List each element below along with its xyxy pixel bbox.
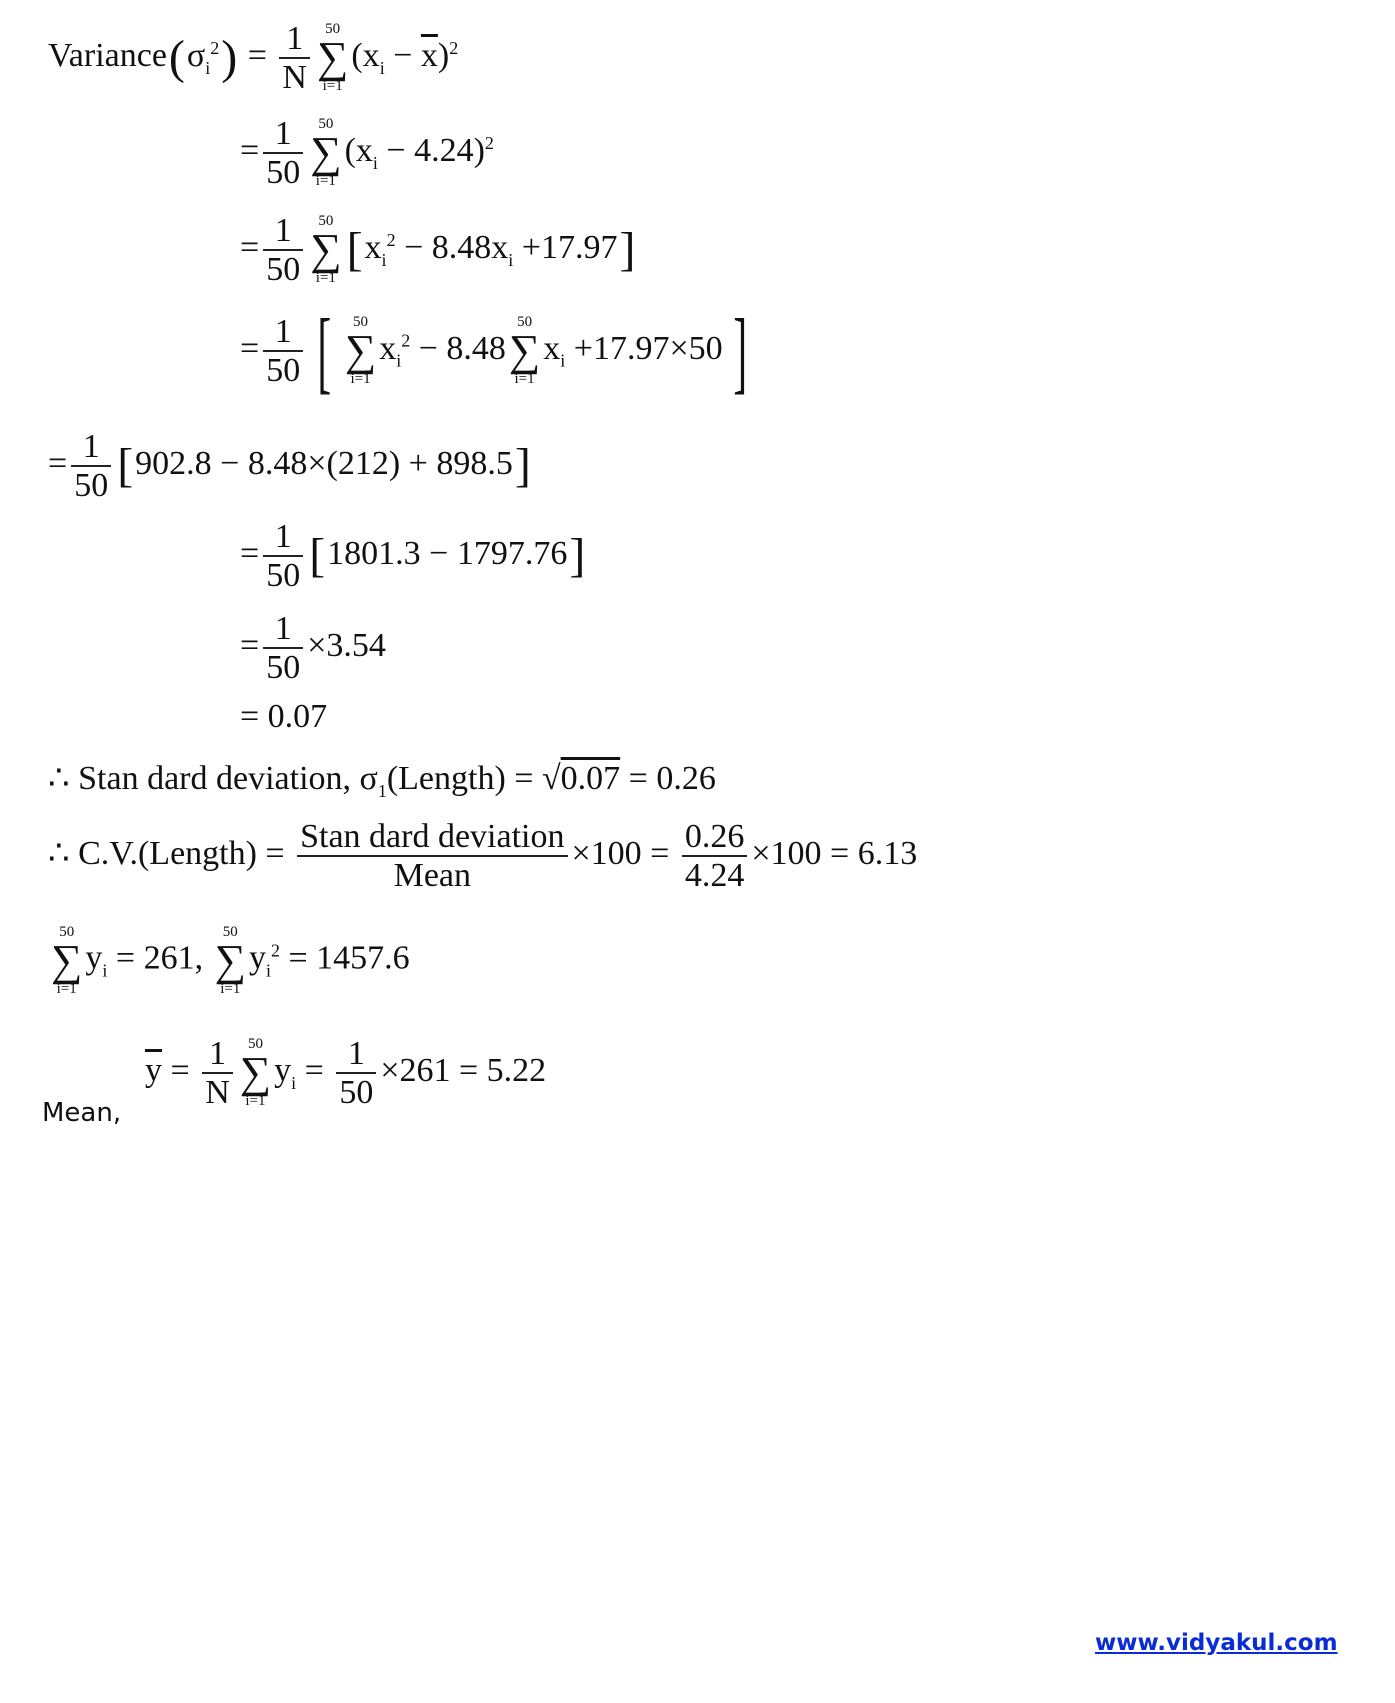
vidyakul-website-link[interactable]: www.vidyakul.com [1095,1630,1338,1656]
fraction-1-over-n: $\frac{1}{N}$ [279,20,310,97]
variance-formula-line-1: $Variance(\sigma_i^2)$ = $\frac{1}{N}$ 50 ∑ i=1 $(x_i - \overline{x})^2$ [48,20,459,97]
y-sums-line: 50 ∑ i=1 $y_i = 261$, 50 ∑ i=1 $y_i^2 = 1457.6$ [51,924,410,997]
standard-deviation-line: ∴ Stan dard deviation, $\sigma_1(Length) = √0.07 = 0.26$ [48,760,716,801]
summation-symbol: 50 ∑ i=1 [344,314,377,387]
variance-formula-line-3: = $\frac{1}{50}$ 50 ∑ i=1 $[x_i^2 - 8.48x_i +17.97]$ [240,212,636,289]
variance-formula-line-4: = $\frac{1}{50}$ [ 50 ∑ i=1 $x_i^2 - 8.48$ 50 ∑ i=1 $x_i +17.97\times 50$ ] [240,300,747,402]
summation-symbol: 50 ∑ i=1 [239,1036,272,1110]
variance-label: Variance [48,37,167,75]
summation-symbol: 50 ∑ i=1 [310,213,342,287]
calc-line-7: = $\frac{1}{50}$ ×3.54 [240,610,386,687]
coefficient-of-variation-line: ∴ C.V.(Length) = $\frac{\text{Stan dard deviation}}{\text{Mean}}$ ×100 = $\frac{0.26}{4.24}$ ×100 = 6.13 [48,818,918,895]
mean-label: Mean, [42,1098,122,1128]
summation-symbol: 50 ∑ i=1 [508,314,541,387]
calc-line-5: = $\frac{1}{50}$ [902.8 − 8.48×(212) + 898.5] [48,428,531,505]
x-bar: $\overline{x}$ [420,37,438,75]
calc-line-6: = $\frac{1}{50}$ [1801.3 − 1797.76] [240,518,586,595]
summation-symbol: 50 ∑ i=1 [214,924,246,997]
summation-symbol: 50 ∑ i=1 [51,924,83,997]
calc-line-8: = 0.07 [240,698,328,735]
variance-formula-line-2: = $\frac{1}{50}$ 50 ∑ i=1 $(x_i - 4.24)^2$ [240,115,494,192]
summation-symbol: 50 ∑ i=1 [310,116,342,190]
mean-formula: $\overline{y}$ = $\frac{1}{N}$ 50 ∑ i=1 $y_i$ = $\frac{1}{50}$ ×261 = 5.22 [145,1035,547,1112]
summation-symbol: 50 ∑ i=1 [316,21,349,95]
